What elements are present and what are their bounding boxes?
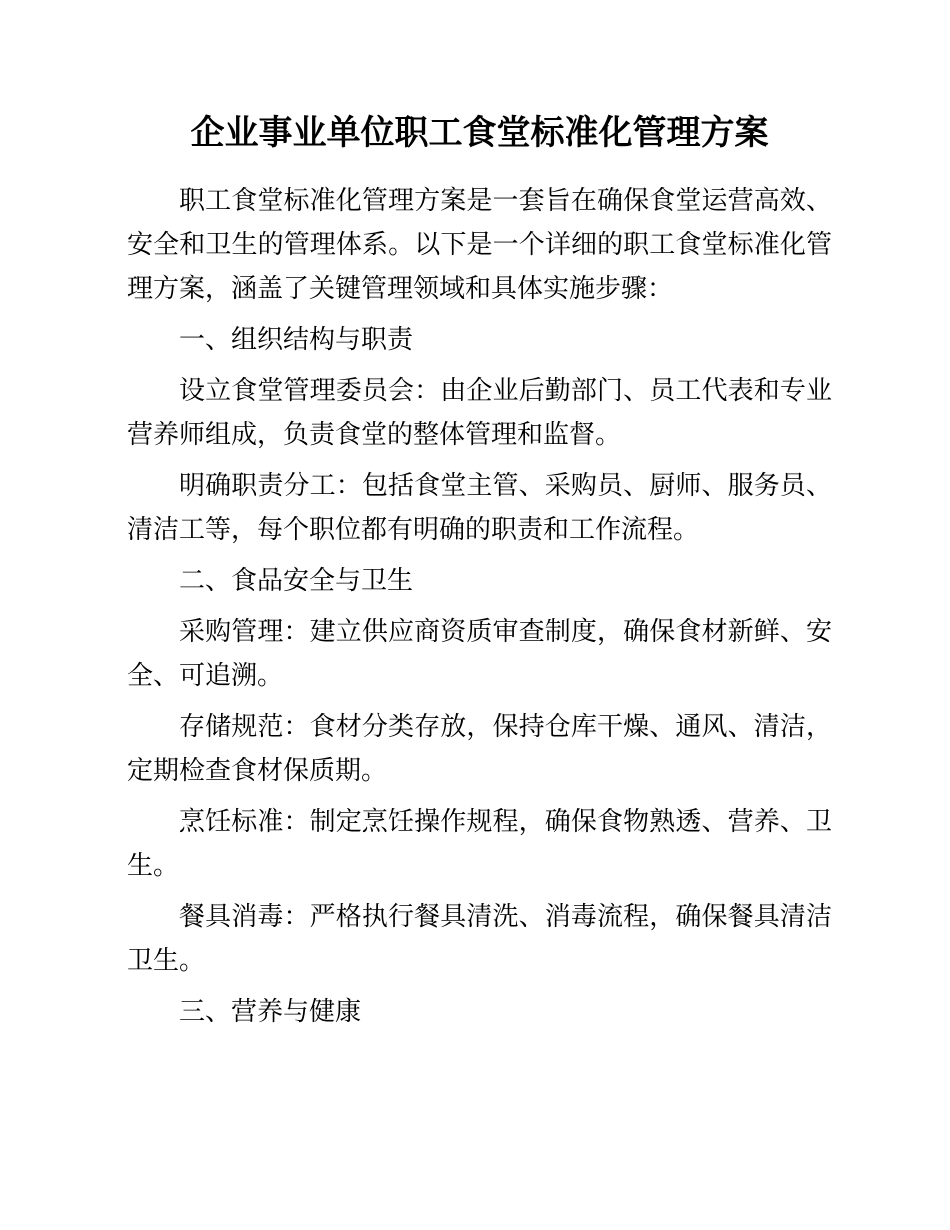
section-heading-2: 二、食品安全与卫生 bbox=[179, 565, 414, 595]
section-heading-1: 一、组织结构与职责 bbox=[179, 324, 414, 354]
paragraph-cooking: 烹饪标准：制定烹饪操作规程，确保食物熟透、营养、卫生。 bbox=[127, 806, 832, 880]
document-title: 企业事业单位职工食堂标准化管理方案 bbox=[190, 114, 769, 152]
section-heading-3: 三、营养与健康 bbox=[179, 996, 362, 1026]
paragraph-committee: 设立食堂管理委员会：由企业后勤部门、员工代表和专业营养师组成，负责食堂的整体管理和监督。 bbox=[127, 375, 832, 449]
paragraph-disinfection: 餐具消毒：严格执行餐具清洗、消毒流程，确保餐具清洁卫生。 bbox=[127, 901, 832, 975]
paragraph-duties: 明确职责分工：包括食堂主管、采购员、厨师、服务员、清洁工等，每个职位都有明确的职责和工作流程。 bbox=[127, 470, 832, 544]
paragraph-procurement: 采购管理：建立供应商资质审查制度，确保食材新鲜、安全、可追溯。 bbox=[127, 616, 832, 690]
paragraph-storage: 存储规范：食材分类存放，保持仓库干燥、通风、清洁，定期检查食材保质期。 bbox=[127, 711, 832, 785]
paragraph-intro: 职工食堂标准化管理方案是一套旨在确保食堂运营高效、安全和卫生的管理体系。以下是一个详细的职工食堂标准化管理方案，涵盖了关键管理领域和具体实施步骤： bbox=[127, 185, 832, 303]
